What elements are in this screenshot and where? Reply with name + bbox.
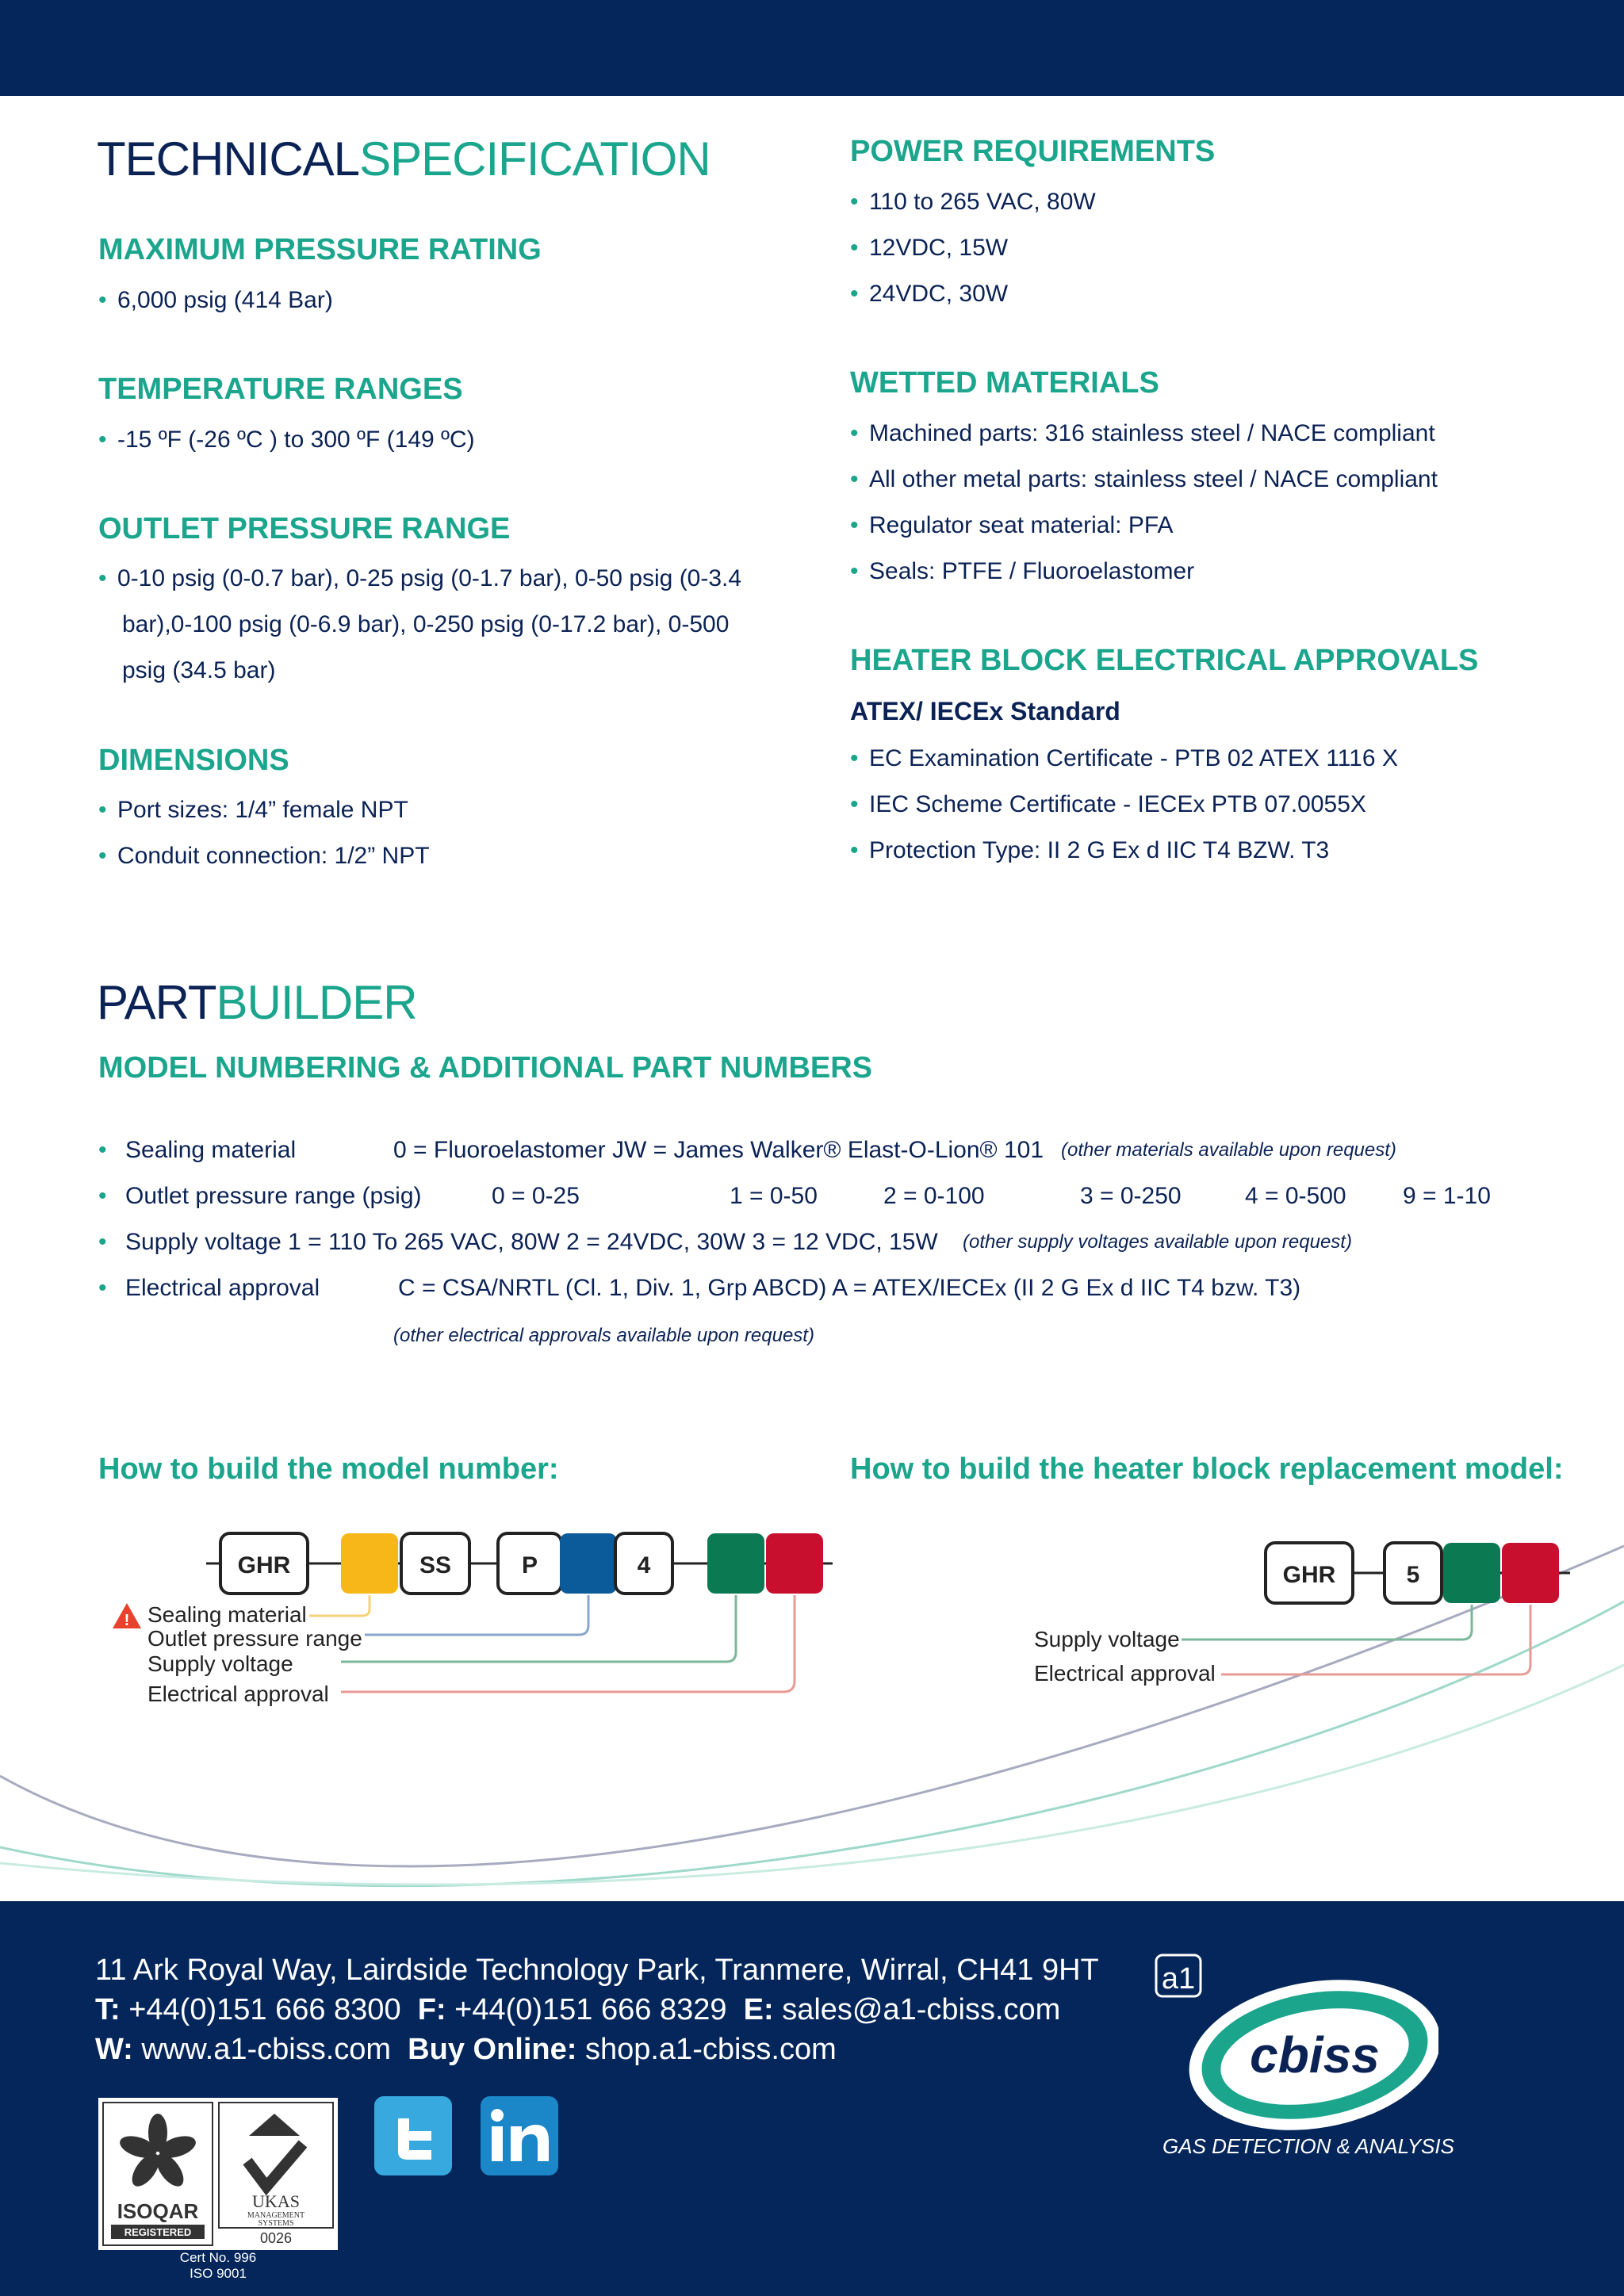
a1-mark: a1 [1161, 1962, 1196, 1996]
title-part-dark: TECHNICAL [97, 132, 360, 186]
wetted-materials-heading: WETTED MATERIALS [850, 366, 1159, 400]
bullet: • [98, 1275, 107, 1301]
sealing-material-row [98, 1127, 1589, 1173]
max-pressure-list [98, 277, 333, 323]
outlet-pressure-slot [560, 1533, 617, 1594]
power-heading: POWER REQUIREMENTS [850, 135, 1216, 168]
ukas-sub1: MANAGEMENT [247, 2211, 305, 2220]
temperature-heading: TEMPERATURE RANGES [98, 373, 463, 406]
footer-web-line [95, 2033, 837, 2067]
outlet-option: 0 = 0-25 [492, 1183, 580, 1209]
heater-label-supply-voltage: Supply voltage [1034, 1627, 1180, 1651]
outlet-label: Outlet pressure range (psig) [125, 1183, 422, 1209]
outlet-option: 1 = 0-50 [730, 1183, 818, 1209]
model-box-4-label: 4 [637, 1552, 651, 1578]
electrical-approval-row [98, 1265, 1589, 1311]
outlet-pressure-heading: OUTLET PRESSURE RANGE [98, 512, 511, 545]
outlet-option: 3 = 0-250 [1080, 1183, 1182, 1209]
supply-voltage-row [98, 1219, 1589, 1265]
list-item: • 0-10 psig (0-0.7 bar), 0-25 psig (0-1.7 bar), 0-50 psig (0-3.4 [98, 556, 741, 602]
max-pressure-heading: MAXIMUM PRESSURE RATING [98, 233, 542, 266]
model-numbering-heading: MODEL NUMBERING & ADDITIONAL PART NUMBERS [98, 1051, 873, 1085]
fax-value: +44(0)151 666 8329 [454, 1993, 727, 2026]
title-part-teal: BUILDER [216, 976, 417, 1029]
shop-label: Buy Online: [408, 2033, 577, 2066]
sealing-note: (other materials available upon request) [1061, 1139, 1396, 1161]
logo-tagline: GAS DETECTION & ANALYSIS [1162, 2134, 1454, 2158]
dimensions-heading: DIMENSIONS [98, 744, 289, 777]
power-list [850, 179, 1096, 317]
temperature-list [98, 417, 475, 463]
email-link[interactable]: sales@a1-cbiss.com [782, 1993, 1061, 2026]
phone-value[interactable]: +44(0)151 666 8300 [128, 1993, 401, 2026]
list-item: • Port sizes: 1/4” female NPT [98, 787, 430, 833]
supply-voltage-slot [707, 1533, 764, 1594]
electrical-value: C = CSA/NRTL (Cl. 1, Div. 1, Grp ABCD) A = ATEX/IECEx (II 2 G Ex d IIC T4 bzw. T3) [398, 1275, 1301, 1301]
heater-box-ghr-label: GHR [1282, 1562, 1336, 1588]
website-link[interactable]: www.a1-cbiss.com [141, 2033, 392, 2066]
list-item: • 6,000 psig (414 Bar) [98, 277, 333, 323]
label-sealing-material: Sealing material [147, 1602, 307, 1627]
heater-electrical-approval-slot [1502, 1543, 1559, 1603]
list-item: • IEC Scheme Certificate - IECEx PTB 07.0055X [850, 782, 1398, 828]
model-number-diagram [103, 1529, 833, 1711]
list-item: • 110 to 265 VAC, 80W [850, 179, 1096, 225]
outlet-pressure-continued-2: psig (34.5 bar) [122, 657, 276, 683]
ukas-number: 0026 [259, 2230, 293, 2246]
outlet-pressure-row [98, 1173, 1589, 1219]
sealing-material-slot [341, 1533, 398, 1594]
bullet: • [98, 1183, 107, 1209]
list-item: • All other metal parts: stainless steel / NACE compliant [850, 457, 1438, 503]
top-banner [0, 0, 1624, 96]
model-box-p-label: P [521, 1552, 538, 1578]
model-box-ss-label: SS [419, 1552, 452, 1578]
certification-badges [98, 2098, 338, 2250]
heater-approvals-heading: HEATER BLOCK ELECTRICAL APPROVALS [850, 644, 1479, 677]
footer-address: 11 Ark Royal Way, Lairdside Technology Park, Tranmere, Wirral, CH41 9HT [95, 1954, 1099, 1987]
cbiss-wordmark: cbiss [1250, 2026, 1380, 2084]
ukas-sub2: SYSTEMS [258, 2219, 294, 2228]
website-label: W: [95, 2033, 133, 2066]
linkedin-icon[interactable] [481, 2096, 558, 2175]
outlet-option: 9 = 1-10 [1403, 1183, 1491, 1209]
heater-model-diagram [1031, 1538, 1570, 1697]
wetted-materials-list [850, 411, 1438, 595]
list-item: • Conduit connection: 1/2” NPT [98, 833, 430, 879]
heater-supply-voltage-slot [1443, 1543, 1500, 1603]
outlet-option: 2 = 0-100 [883, 1183, 985, 1209]
heater-model-heading: How to build the heater block replacement model: [850, 1452, 1564, 1486]
bullet: • [98, 1229, 107, 1255]
model-number-heading: How to build the model number: [98, 1452, 559, 1486]
sealing-label: Sealing material [125, 1137, 297, 1163]
atex-subheading: ATEX/ IECEx Standard [850, 697, 1120, 725]
technical-specification-title [97, 132, 710, 186]
shop-link[interactable]: shop.a1-cbiss.com [584, 2033, 837, 2066]
heater-approvals-list [850, 736, 1398, 874]
label-outlet-pressure: Outlet pressure range [147, 1626, 362, 1651]
list-item: • 12VDC, 15W [850, 225, 1096, 271]
supply-label: Supply voltage 1 = 110 To 265 VAC, 80W 2 = 24VDC, 30W 3 = 12 VDC, 15W [125, 1229, 938, 1255]
electrical-note: (other electrical approvals available upon request) [393, 1325, 814, 1346]
footer-contact-line [95, 1993, 1060, 2027]
list-item: • Regulator seat material: PFA [850, 503, 1438, 549]
electrical-label: Electrical approval [125, 1275, 320, 1301]
ukas-text: UKAS [252, 2191, 300, 2211]
bullet: • [98, 1137, 107, 1163]
list-item: • EC Examination Certificate - PTB 02 ATEX 1116 X [850, 736, 1398, 782]
list-item: • Protection Type: II 2 G Ex d IIC T4 BZW. T3 [850, 828, 1398, 874]
label-electrical-approval: Electrical approval [147, 1682, 329, 1706]
fax-label: F: [417, 1993, 446, 2026]
label-supply-voltage: Supply voltage [147, 1651, 293, 1676]
a1-cbiss-logo [1153, 1952, 1438, 2133]
electrical-approval-slot [766, 1533, 823, 1594]
registered-text: REGISTERED [124, 2226, 192, 2238]
email-label: E: [743, 1993, 774, 2026]
title-part-teal: SPECIFICATION [359, 132, 710, 186]
outlet-option: 4 = 0-500 [1245, 1183, 1346, 1209]
heater-label-electrical-approval: Electrical approval [1034, 1661, 1216, 1686]
title-part-dark: PART [97, 976, 216, 1029]
outlet-pressure-list [98, 556, 741, 602]
sealing-value: 0 = Fluoroelastomer JW = James Walker® Elast-O-Lion® 101 [393, 1137, 1044, 1163]
list-item: • Seals: PTFE / Fluoroelastomer [850, 549, 1438, 595]
model-box-ghr-label: GHR [237, 1552, 291, 1578]
outlet-pressure-continued-1: bar),0-100 psig (0-6.9 bar), 0-250 psig (0-17.2 bar), 0-500 [122, 611, 730, 637]
list-item: • -15 ºF (-26 ºC ) to 300 ºF (149 ºC) [98, 417, 475, 463]
twitter-icon[interactable] [374, 2096, 452, 2175]
list-item: • 24VDC, 30W [850, 271, 1096, 317]
certification-logos [98, 2098, 338, 2250]
phone-label: T: [95, 1993, 121, 2026]
supply-note: (other supply voltages available upon request) [963, 1231, 1352, 1253]
cert-number: Cert No. 996 [179, 2250, 257, 2265]
list-item: • Machined parts: 316 stainless steel / NACE compliant [850, 411, 1438, 457]
partbuilder-title [97, 975, 417, 1030]
cert-iso: ISO 9001 [190, 2266, 247, 2281]
heater-box-5-label: 5 [1406, 1562, 1420, 1588]
isoqar-text: ISOQAR [117, 2199, 199, 2223]
svg-text:!: ! [124, 1612, 130, 1629]
dimensions-list [98, 787, 430, 879]
